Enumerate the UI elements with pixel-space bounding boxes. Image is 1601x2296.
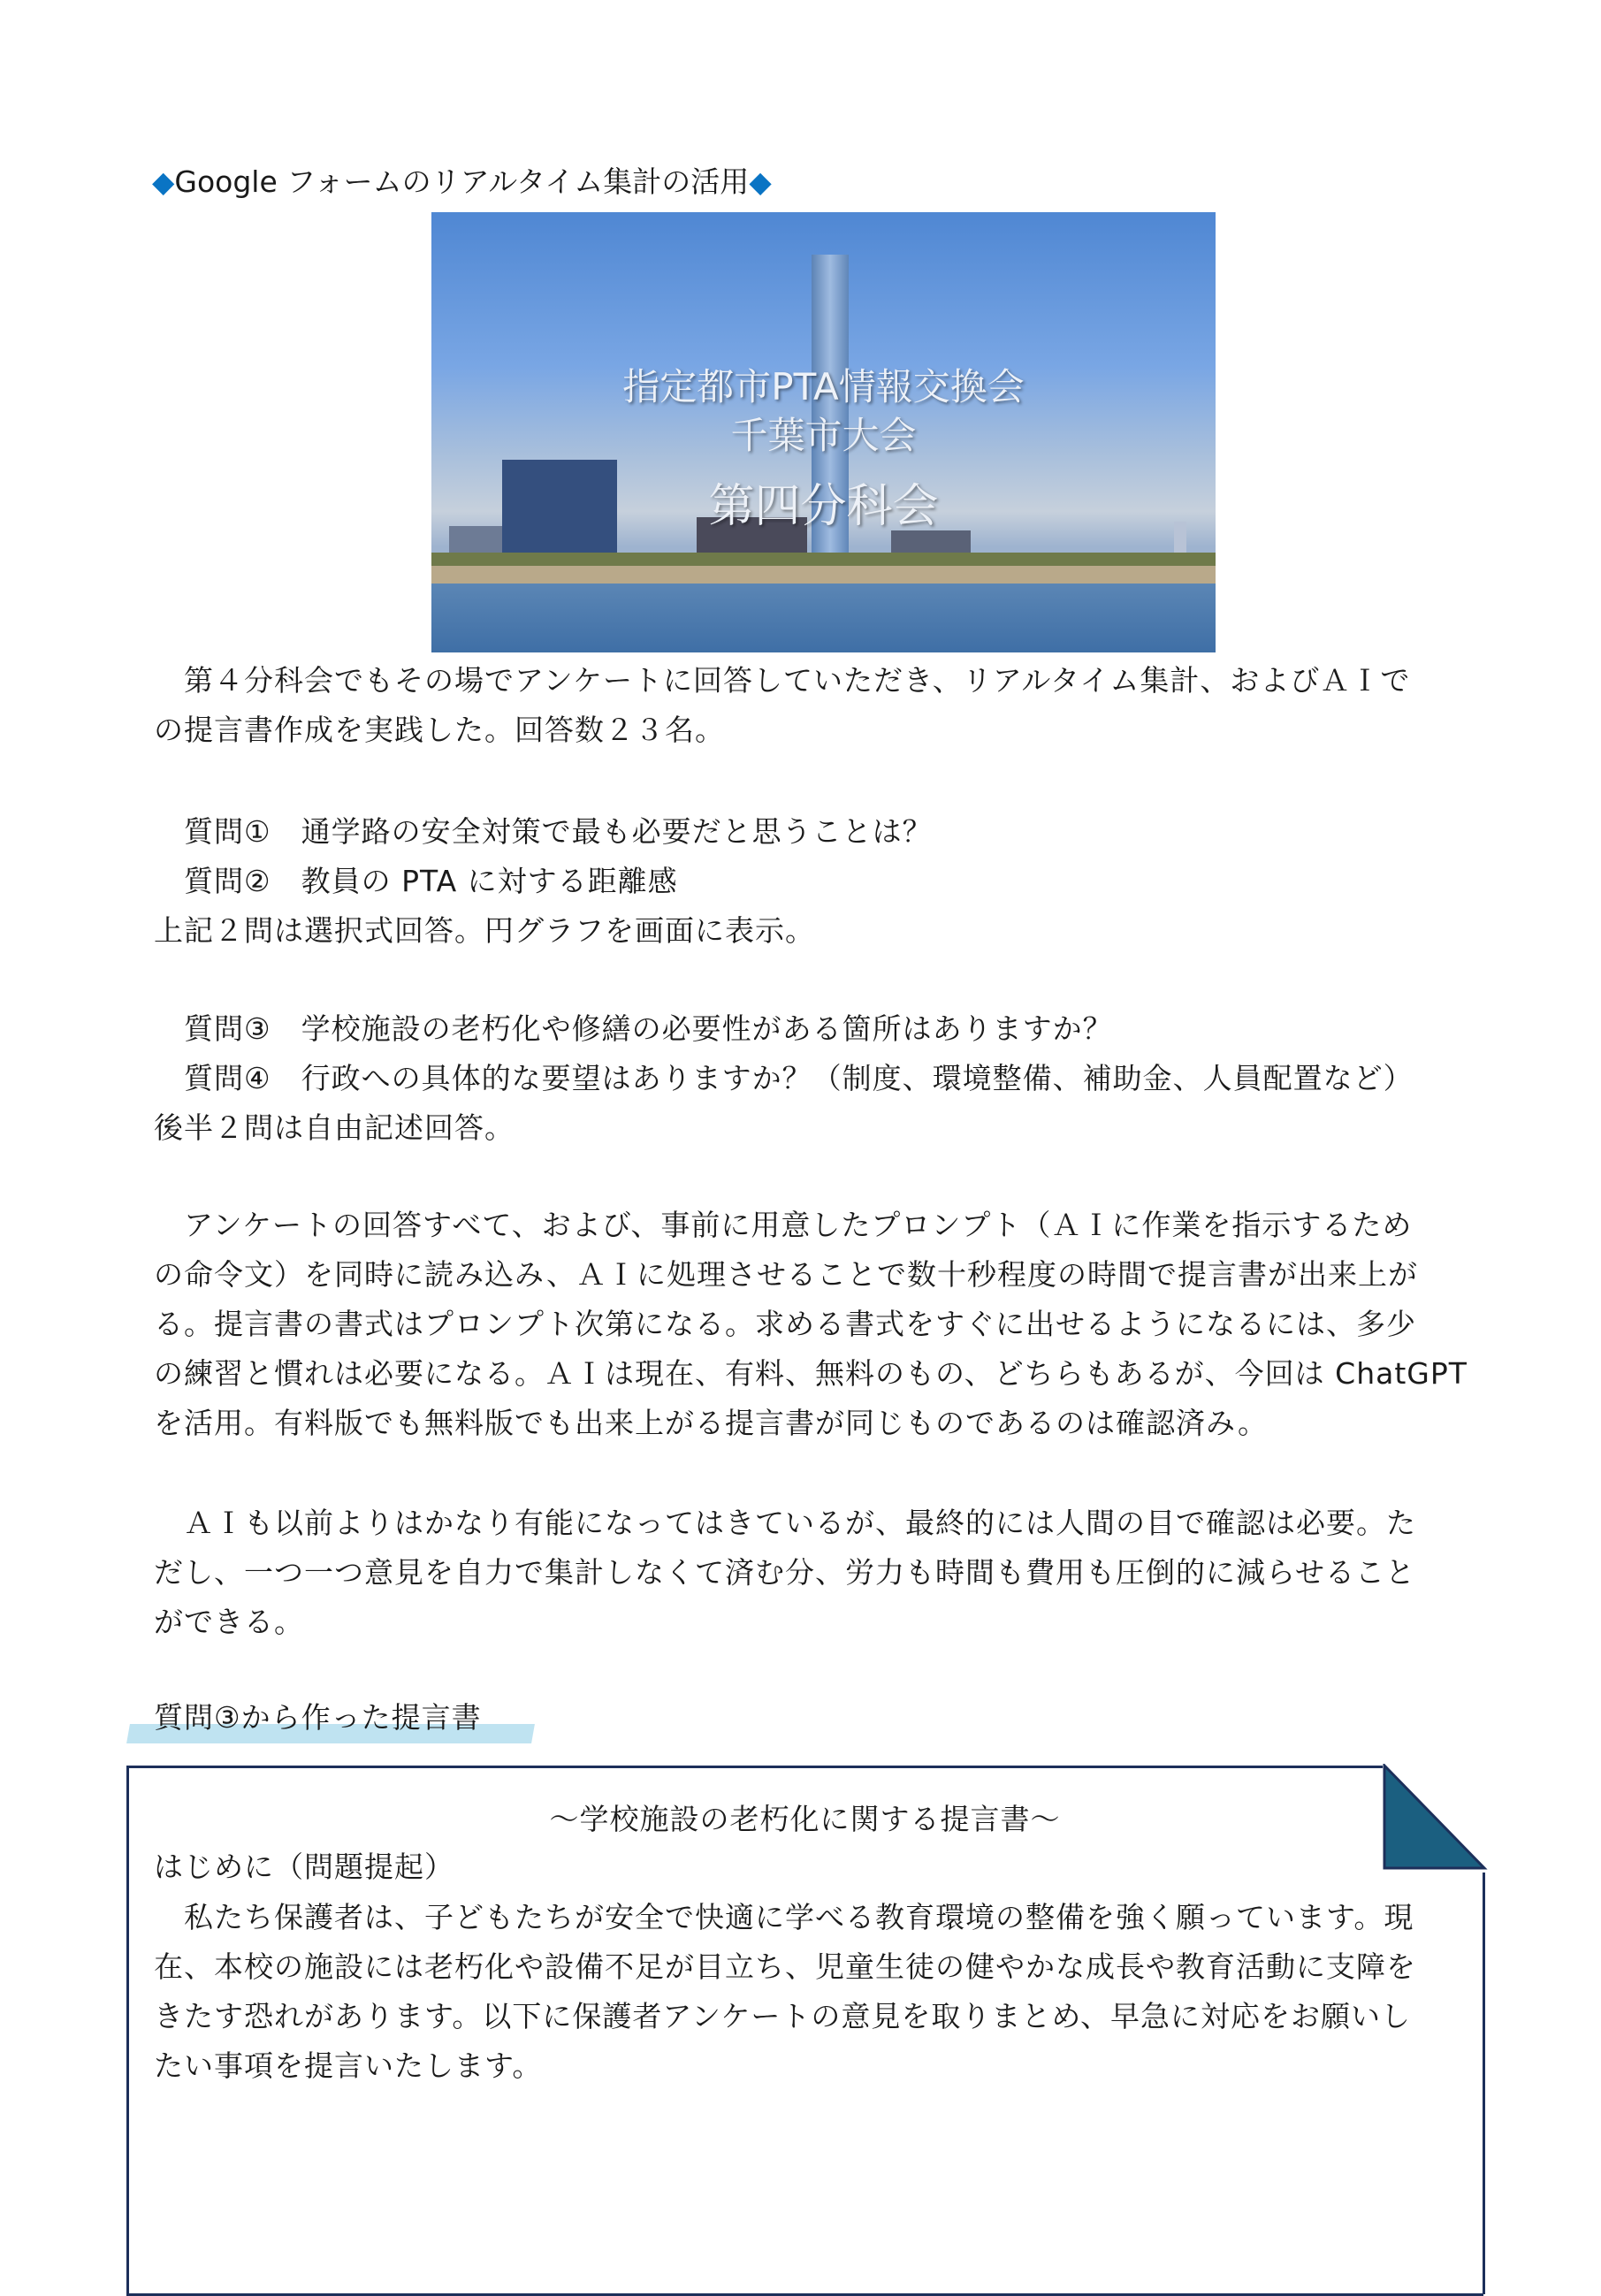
note: 上記２問は選択式回答。円グラフを画面に表示。: [154, 913, 815, 948]
diamond-icon: ◆: [152, 164, 175, 199]
diamond-icon: ◆: [749, 164, 772, 199]
paragraph-line: を活用。有料版でも無料版でも出来上がる提言書が同じものであるのは確認済み。: [154, 1406, 1268, 1440]
question-2: 質問② 教員の PTA に対する距離感: [184, 864, 678, 898]
event-photo: [431, 212, 1216, 652]
photo-caption-3: 第四分科会: [708, 480, 939, 533]
paragraph-line: の練習と慣れは必要になる。ＡＩは現在、有料、無料のもの、どちらもあるが、今回は ChatGPT: [154, 1356, 1468, 1391]
section-title: [152, 159, 772, 201]
paragraph-line: 第４分科会でもその場でアンケートに回答していただき、リアルタイム集計、およびＡＩで: [184, 663, 1411, 698]
question-4: 質問④ 行政への具体的な要望はありますか？（制度、環境整備、補助金、人員配置など）: [184, 1061, 1414, 1095]
question-1: 質問① 通学路の安全対策で最も必要だと思うことは？: [184, 814, 933, 849]
proposal-heading: 質問③から作った提言書: [154, 1700, 482, 1735]
paragraph-line: る。提言書の書式はプロンプト次第になる。求める書式をすぐに出せるようになるには、多少: [154, 1307, 1416, 1341]
proposal-title: ～学校施設の老朽化に関する提言書～: [549, 1802, 1061, 1836]
paragraph-line: ＡＩも以前よりはかなり有能になってはきているが、最終的には人間の目で確認は必要。た: [184, 1506, 1416, 1540]
section-title-text: Google フォームのリアルタイム集計の活用: [174, 164, 750, 199]
paragraph-line: の命令文）を同時に読み込み、ＡＩに処理させることで数十秒程度の時間で提言書が出来上が: [154, 1257, 1418, 1292]
proposal-line: 私たち保護者は、子どもたちが安全で快適に学べる教育環境の整備を強く願っています。現: [184, 1900, 1414, 1934]
photo-caption-2: 千葉市大会: [730, 414, 917, 457]
paragraph-line: の提言書作成を実践した。回答数２３名。: [154, 713, 725, 747]
note: 後半２問は自由記述回答。: [154, 1110, 515, 1145]
proposal-line: きたす恐れがあります。以下に保護者アンケートの意見を取りまとめ、早急に対応をお願いし: [154, 1999, 1412, 2033]
photo-caption-1: 指定都市PTA情報交換会: [622, 365, 1025, 408]
proposal-subheading: はじめに（問題提起）: [154, 1850, 454, 1884]
proposal-line: たい事項を提言いたします。: [154, 2048, 543, 2083]
paragraph-line: アンケートの回答すべて、および、事前に用意したプロンプト（ＡＩに作業を指示するため: [184, 1208, 1413, 1242]
proposal-line: 在、本校の施設には老朽化や設備不足が目立ち、児童生徒の健やかな成長や教育活動に支障を: [154, 1949, 1416, 1984]
paragraph-line: ができる。: [154, 1605, 304, 1639]
paragraph-line: だし、一つ一つ意見を自力で集計しなくて済む分、労力も時間も費用も圧倒的に減らせること: [154, 1555, 1416, 1590]
question-3: 質問③ 学校施設の老朽化や修繕の必要性がある箇所はありますか？: [184, 1011, 1113, 1046]
